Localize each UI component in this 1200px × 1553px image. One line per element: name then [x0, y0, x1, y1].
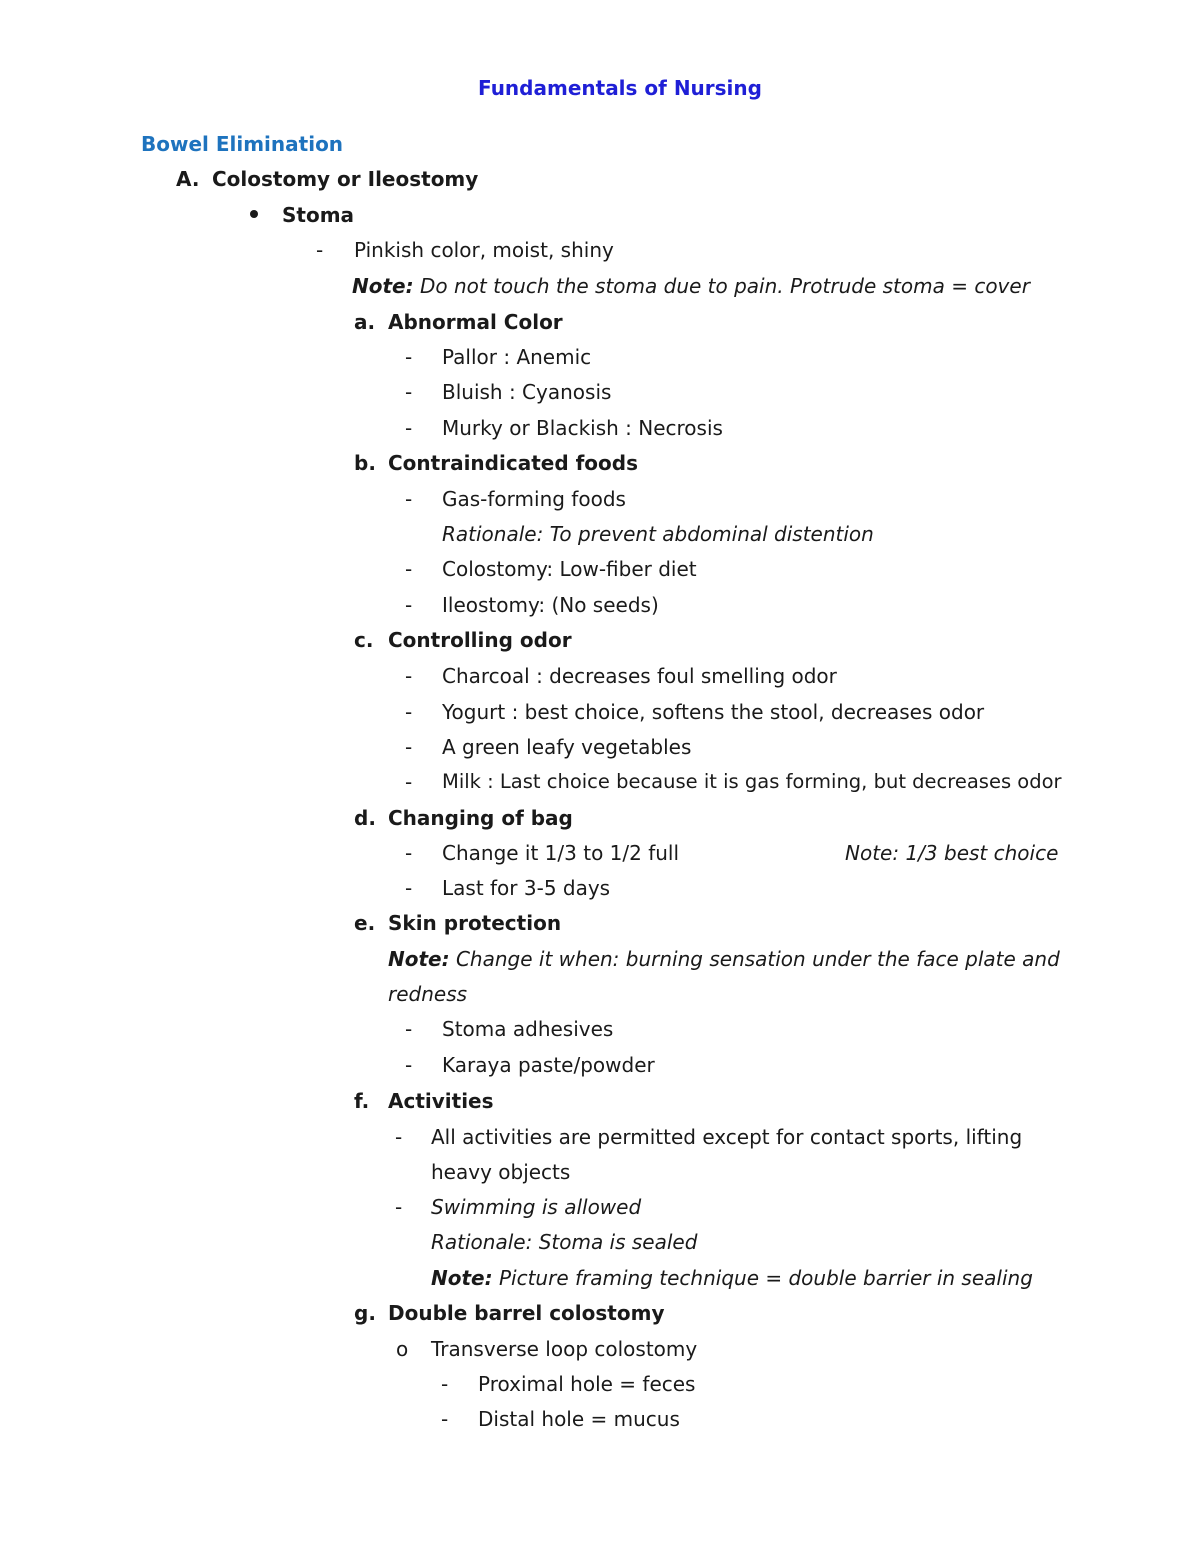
- note-label: Note:: [845, 841, 900, 865]
- dash-marker: -: [405, 487, 413, 511]
- list-item: Change it 1/3 to 1/2 full: [442, 841, 680, 865]
- sub-g-marker: g.: [354, 1301, 376, 1325]
- note-text: Picture framing technique = double barrier in sealing: [498, 1266, 1033, 1290]
- stoma-label: Stoma: [282, 203, 355, 227]
- note-label: Note:: [388, 947, 450, 971]
- dash-marker: -: [405, 876, 413, 900]
- bullet-icon: [250, 210, 258, 218]
- list-item: All activities are permitted except for contact sports, lifting: [431, 1125, 1023, 1149]
- list-item: Proximal hole = feces: [478, 1372, 696, 1396]
- sub-d-marker: d.: [354, 806, 376, 830]
- list-item: Gas-forming foods: [442, 487, 626, 511]
- rationale-label: Rationale:: [431, 1230, 533, 1254]
- dash-marker: -: [405, 593, 413, 617]
- dash-marker: -: [405, 735, 413, 759]
- dash-marker: -: [405, 770, 413, 794]
- bag-note: [845, 840, 1058, 866]
- dash-marker: -: [441, 1372, 449, 1396]
- dash-marker: -: [405, 700, 413, 724]
- list-item: Last for 3-5 days: [442, 876, 611, 900]
- list-item: Distal hole = mucus: [478, 1407, 680, 1431]
- dash-marker: -: [405, 664, 413, 688]
- rationale-text: Stoma is sealed: [538, 1230, 698, 1254]
- note-label: Note:: [352, 274, 414, 298]
- dash-marker: -: [395, 1195, 403, 1219]
- section-heading: Bowel Elimination: [141, 132, 344, 156]
- list-item: Bluish : Cyanosis: [442, 380, 612, 404]
- list-item: Milk : Last choice because it is gas forming, but decreases odor: [442, 770, 1062, 793]
- list-item: Swimming is allowed: [431, 1195, 642, 1219]
- note-text: 1/3 best choice: [905, 841, 1059, 865]
- skin-note: [388, 946, 1060, 972]
- dash-marker: -: [405, 416, 413, 440]
- activities-note: [431, 1265, 1033, 1291]
- sub-b-label: Contraindicated foods: [388, 451, 638, 475]
- note-text: Change it when: burning sensation under the face plate and: [455, 947, 1060, 971]
- circle-bullet-marker: o: [396, 1337, 409, 1361]
- sub-g-label: Double barrel colostomy: [388, 1301, 665, 1325]
- skin-note-cont: redness: [388, 982, 468, 1006]
- stoma-desc: Pinkish color, moist, shiny: [354, 238, 614, 262]
- rationale-text: To prevent abdominal distention: [549, 522, 874, 546]
- sub-e-marker: e.: [354, 911, 376, 935]
- sub-f-marker: f.: [354, 1089, 370, 1113]
- sub-e-label: Skin protection: [388, 911, 562, 935]
- dash-marker: -: [441, 1407, 449, 1431]
- sub-c-marker: c.: [354, 628, 374, 652]
- list-item: A green leafy vegetables: [442, 735, 692, 759]
- dash-marker: -: [405, 1053, 413, 1077]
- rationale-label: Rationale:: [442, 522, 544, 546]
- sub-a-marker: a.: [354, 310, 376, 334]
- list-item: Ileostomy: (No seeds): [442, 593, 659, 617]
- sub-a-label: Abnormal Color: [388, 310, 563, 334]
- dash-marker: -: [405, 1017, 413, 1041]
- dash-marker: -: [316, 238, 324, 262]
- list-item: Stoma adhesives: [442, 1017, 614, 1041]
- page-title: Fundamentals of Nursing: [478, 76, 762, 100]
- list-item: Yogurt : best choice, softens the stool, decreases odor: [442, 700, 985, 724]
- list-item: Murky or Blackish : Necrosis: [442, 416, 723, 440]
- item-a-label: Colostomy or Ileostomy: [212, 167, 479, 191]
- dash-marker: -: [395, 1125, 403, 1149]
- list-item: Colostomy: Low-fiber diet: [442, 557, 697, 581]
- list-item-cont: heavy objects: [431, 1160, 571, 1184]
- sub-b-marker: b.: [354, 451, 376, 475]
- list-item: Pallor : Anemic: [442, 345, 592, 369]
- list-item: Charcoal : decreases foul smelling odor: [442, 664, 837, 688]
- dash-marker: -: [405, 380, 413, 404]
- note-text: Do not touch the stoma due to pain. Protrude stoma = cover: [419, 274, 1030, 298]
- rationale: [442, 521, 874, 547]
- note-label: Note:: [431, 1266, 493, 1290]
- item-a-marker: A.: [176, 167, 200, 191]
- list-item: Transverse loop colostomy: [431, 1337, 698, 1361]
- dash-marker: -: [405, 345, 413, 369]
- rationale: [431, 1229, 697, 1255]
- dash-marker: -: [405, 841, 413, 865]
- dash-marker: -: [405, 557, 413, 581]
- sub-c-label: Controlling odor: [388, 628, 572, 652]
- sub-d-label: Changing of bag: [388, 806, 573, 830]
- list-item: Karaya paste/powder: [442, 1053, 655, 1077]
- stoma-note: [352, 273, 1030, 299]
- sub-f-label: Activities: [388, 1089, 494, 1113]
